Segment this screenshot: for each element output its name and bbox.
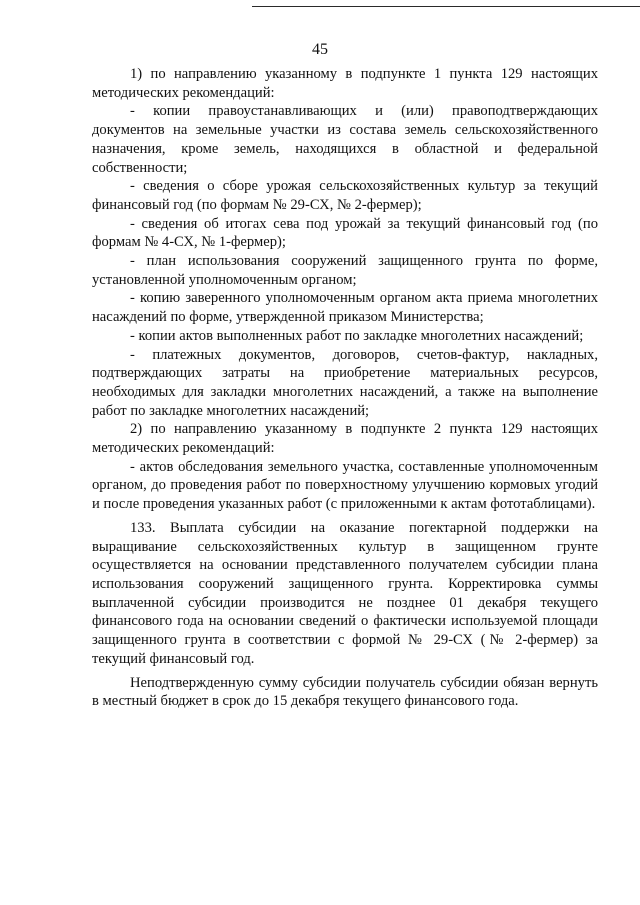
- page-number: 45: [312, 41, 328, 58]
- paragraph-work-acts: - копии актов выполненных работ по закладке многолетних насаждений;: [130, 327, 584, 344]
- paragraph-payment-documents: - платежных документов, договоров, счетов-фактур, накладных, подтверждающих затраты на приобретение материальных ресурсов, необходимых для закладки многолетних насаждений, а также на выполнение работ по закладке многолетних насаждений;: [92, 346, 598, 419]
- paragraph-sowing-info: - сведения об итогах сева под урожай за текущий финансовый год (по формам № 4-СХ, № 1-фермер);: [92, 215, 598, 251]
- top-rule: [252, 6, 640, 7]
- paragraph-harvest-info: - сведения о сборе урожая сельскохозяйственных культур за текущий финансовый год (по формам № 29-СХ, № 2-фермер);: [92, 178, 598, 213]
- paragraph-clause-133: 133. Выплата субсидии на оказание погектарной поддержки на выращивание сельскохозяйственных культур в защищенном грунте осуществляется на основании представленного получателем субсидии плана использования сооружений защищенного грунта. Корректировка суммы выплаченной субсидии производится не позднее 01 декабря текущего финансового года на основании сведений о фактически используемой площади защищенного грунта в соответствии с формой № 29-СХ (№ 2-фермер) за текущий финансовый год.: [92, 519, 598, 667]
- paragraph-refund: Неподтвержденную сумму субсидии получатель субсидии обязан вернуть в местный бюджет в срок до 15 декабря текущего финансового года.: [92, 674, 598, 710]
- paragraph-land-documents: - копии правоустанавливающих и (или) правоподтверждающих документов на земельные участки из состава земель сельскохозяйственного назначения, кроме земель, находящихся в областной и федеральной собственности;: [92, 103, 598, 176]
- paragraph-greenhouse-plan: - план использования сооружений защищенного грунта по форме, установленной уполномоченным органом;: [92, 253, 598, 288]
- paragraph-subpoint-2-intro: 2) по направлению указанному в подпункте 2 пункта 129 настоящих методических рекомендаций:: [92, 421, 598, 457]
- paragraph-acceptance-act: - копию заверенного уполномоченным органом акта приема многолетних насаждений по форме, утвержденной приказом Министерства;: [92, 290, 598, 326]
- document-body: [92, 65, 598, 711]
- paragraph-inspection-acts: - актов обследования земельного участка, составленные уполномоченным органом, до проведения работ по поверхностному улучшению кормовых угодий и после проведения указанных работ (с приложенными к актам фототаблицами).: [92, 458, 598, 513]
- paragraph-subpoint-1-intro: 1) по направлению указанному в подпункте 1 пункта 129 настоящих методических рекомендаций:: [92, 66, 598, 101]
